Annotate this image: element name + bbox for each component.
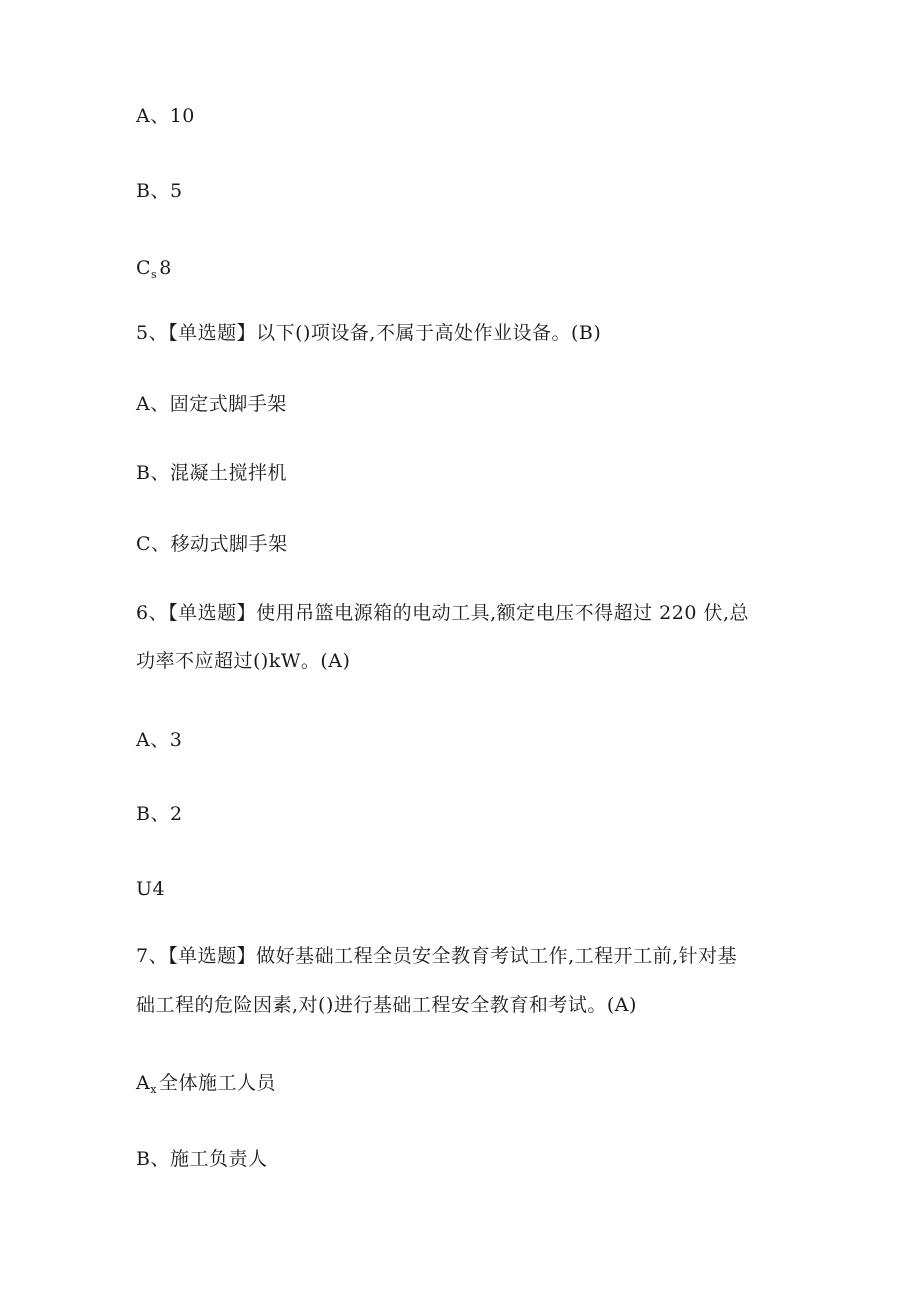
q6-option-c: U4 (136, 878, 166, 900)
q7-option-b: B、施工负责人 (136, 1148, 268, 1170)
q6-stem-line1: 6、【单选题】使用吊篮电源箱的电动工具,额定电压不得超过 220 伏,总 (136, 602, 750, 624)
q6-option-b: B、2 (136, 803, 183, 825)
q7-stem-line1: 7、【单选题】做好基础工程全员安全教育考试工作,工程开工前,针对基 (136, 945, 738, 967)
q7-option-a-text: 全体施工人员 (158, 1072, 276, 1094)
q4-option-c-value: 8 (159, 257, 172, 279)
q7-option-a-mark: x (150, 1083, 157, 1096)
q6-stem-line2: 功率不应超过()kW。(A) (136, 650, 351, 672)
q7-stem-line2: 础工程的危险因素,对()进行基础工程安全教育和考试。(A) (136, 994, 637, 1016)
q4-option-c-letter: C (136, 257, 152, 279)
q7-option-a-letter: A (136, 1072, 151, 1094)
q6-option-a: A、3 (136, 729, 183, 751)
q5-stem: 5、【单选题】以下()项设备,不属于高处作业设备。(B) (136, 322, 602, 344)
q4-option-c-mark: s (151, 268, 158, 281)
q5-option-c: C、移动式脚手架 (136, 533, 288, 555)
q7-option-a (136, 1071, 276, 1102)
q4-option-b: B、5 (136, 180, 183, 202)
q4-option-c (136, 256, 172, 287)
q5-option-b: B、混凝土搅拌机 (136, 462, 287, 484)
q5-option-a: A、固定式脚手架 (136, 393, 287, 415)
q4-option-a: A、10 (136, 105, 195, 127)
